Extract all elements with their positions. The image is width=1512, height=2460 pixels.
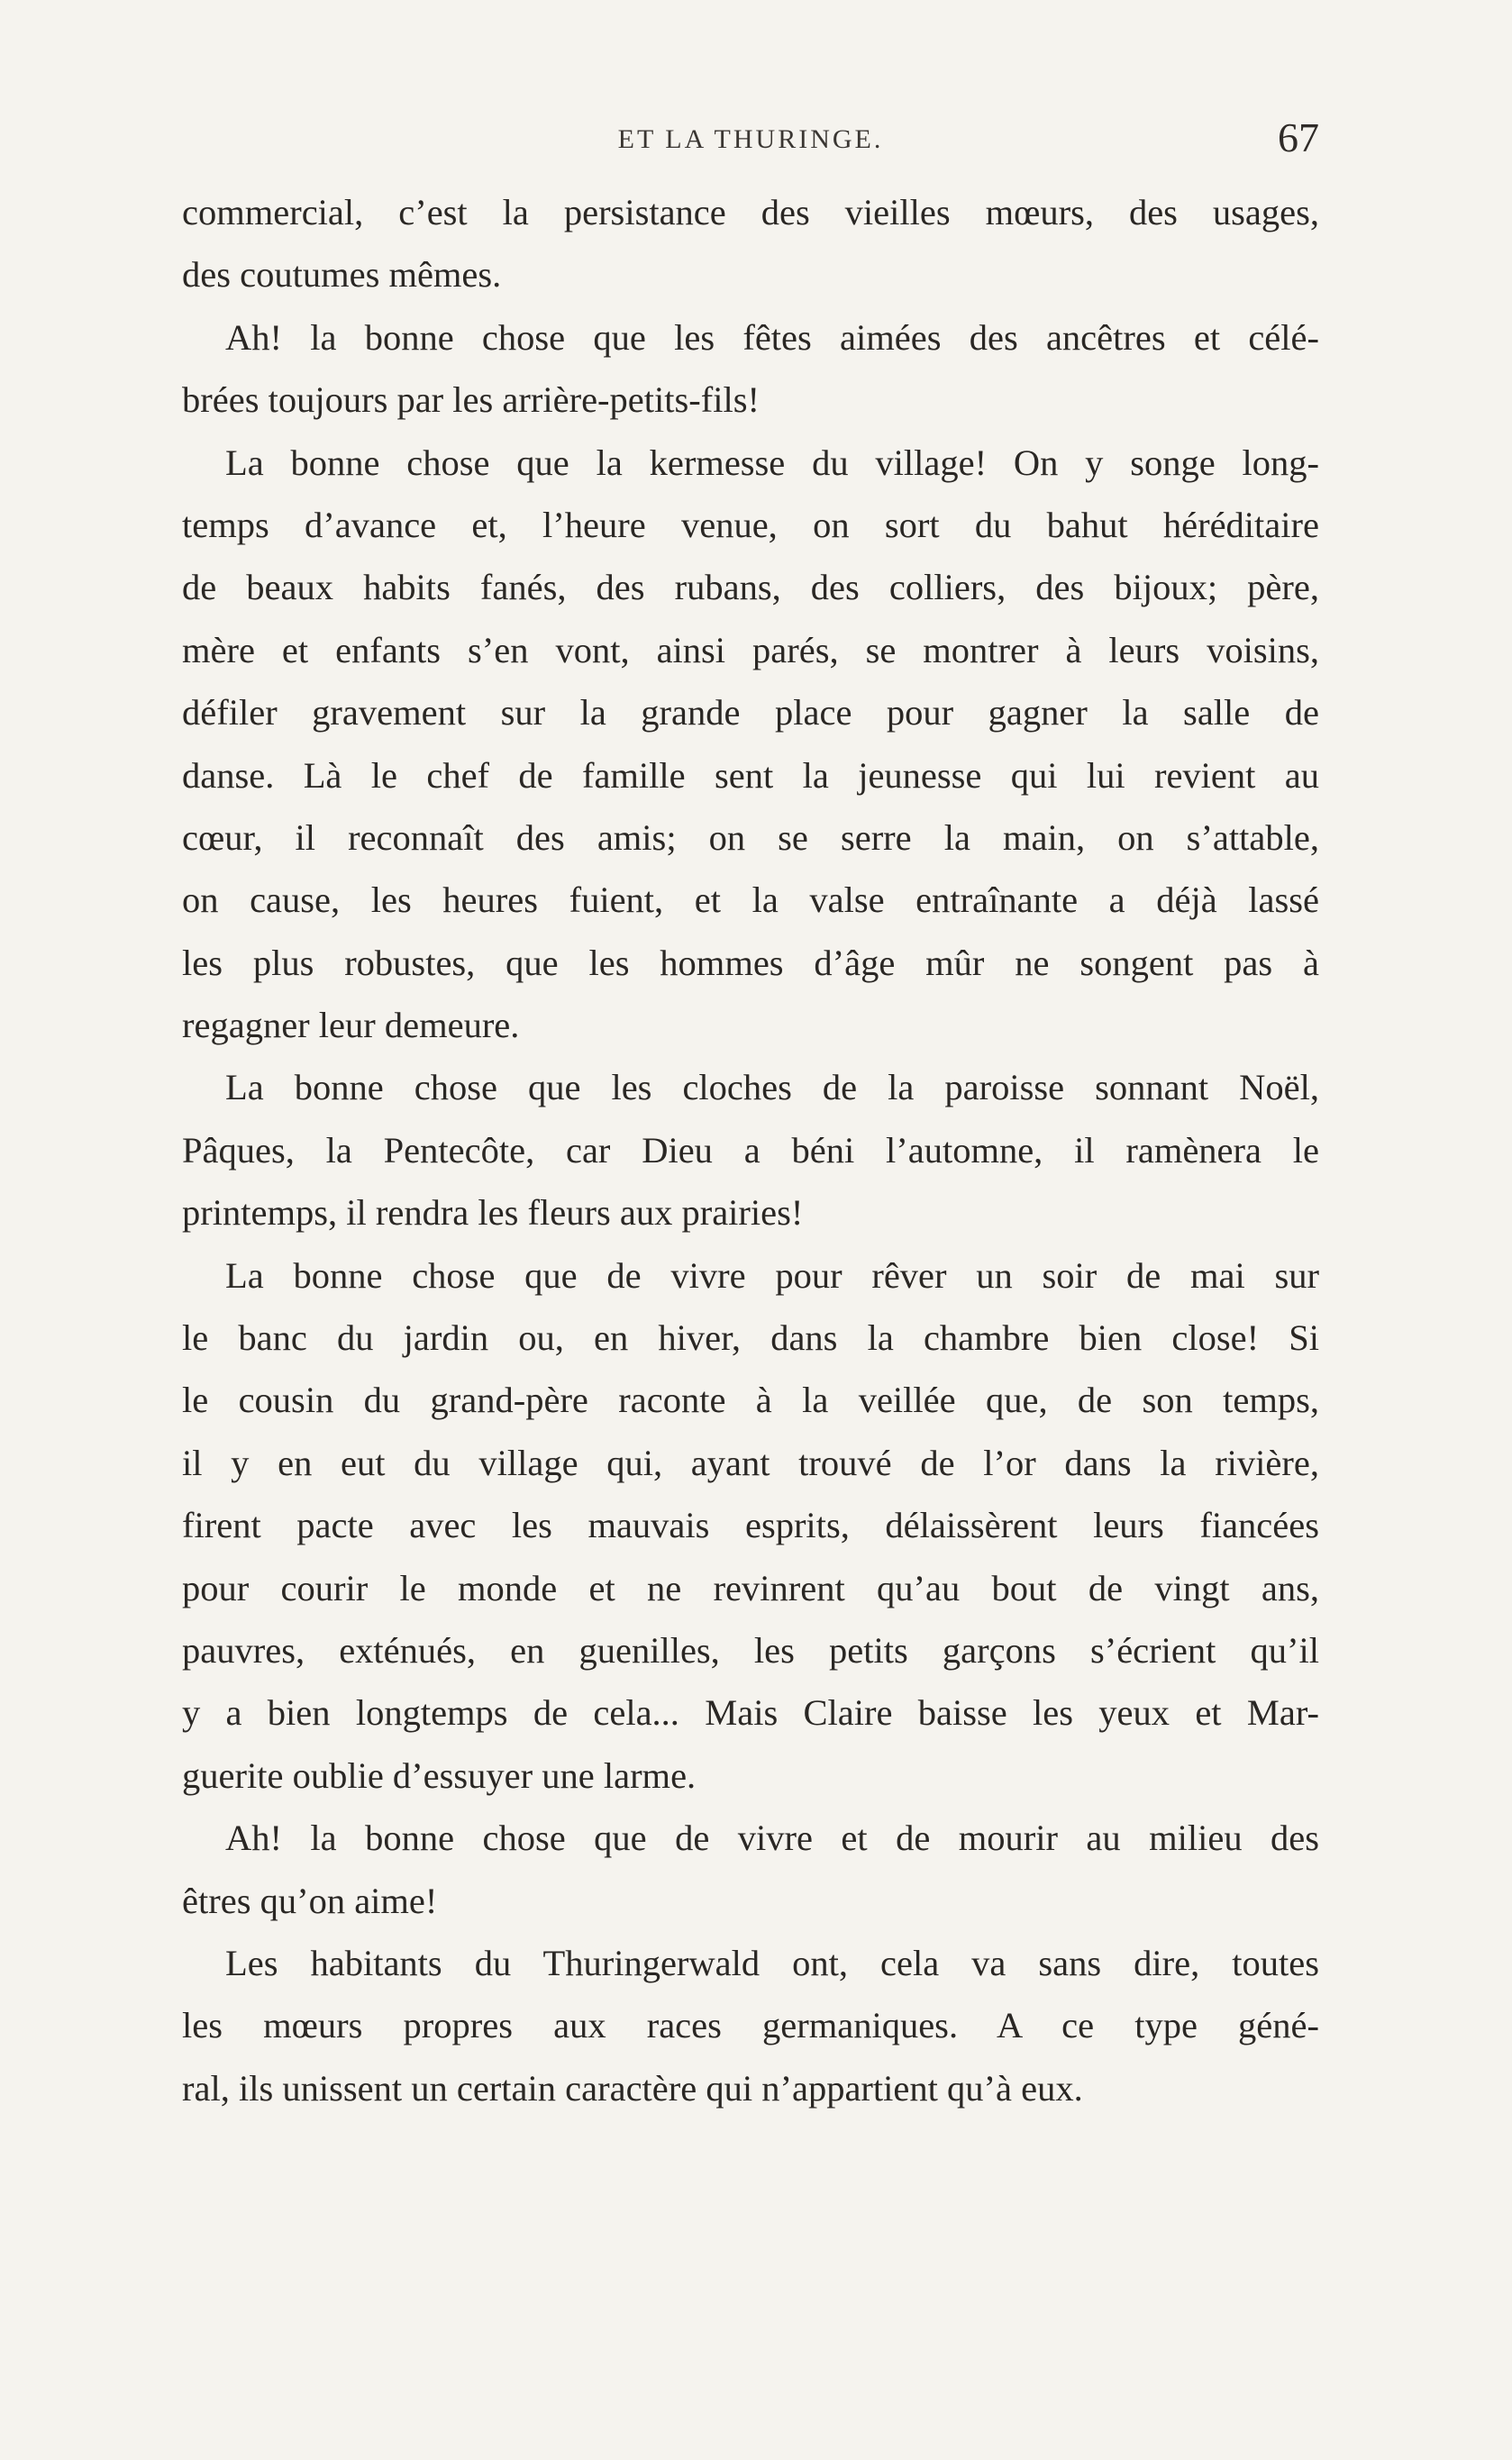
text-line: les plus robustes, que les hommes d’âge mûr ne songent pas à bbox=[182, 942, 1319, 983]
running-head bbox=[182, 115, 1319, 162]
text-line: temps d’avance et, l’heure venue, on sort du bahut héréditaire bbox=[182, 504, 1319, 545]
text-line: pour courir le monde et ne revinrent qu’au bout de vingt ans, bbox=[182, 1567, 1319, 1608]
text-line: on cause, les heures fuient, et la valse entraînante a déjà lassé bbox=[182, 879, 1319, 921]
text-line: cœur, il reconnaît des amis; on se serre la main, on s’attable, bbox=[182, 816, 1319, 858]
text-line: êtres qu’on aime! bbox=[182, 1880, 438, 1921]
text-line: Ah! la bonne chose que les fêtes aimées des ancêtres et célé- bbox=[225, 316, 1319, 358]
text-line: Les habitants du Thuringerwald ont, cela va sans dire, toutes bbox=[225, 1942, 1319, 1983]
text-line: printemps, il rendra les fleurs aux prairies! bbox=[182, 1192, 804, 1234]
text-line: mère et enfants s’en vont, ainsi parés, se montrer à leurs voisins, bbox=[182, 629, 1319, 670]
text-line: y a bien longtemps de cela... Mais Claire baisse les yeux et Mar- bbox=[182, 1692, 1319, 1734]
text-line: La bonne chose que de vivre pour rêver un soir de mai sur bbox=[225, 1254, 1319, 1296]
body-text bbox=[182, 181, 1319, 2119]
text-line: La bonne chose que les cloches de la paroisse sonnant Noël, bbox=[225, 1067, 1319, 1108]
text-line: danse. Là le chef de famille sent la jeunesse qui lui revient au bbox=[182, 754, 1319, 796]
text-line: de beaux habits fanés, des rubans, des colliers, des bijoux; père, bbox=[182, 567, 1319, 608]
running-title: ET LA THURINGE. bbox=[617, 124, 884, 154]
page-number: 67 bbox=[1278, 114, 1319, 160]
text-line: défiler gravement sur la grande place pour gagner la salle de bbox=[182, 692, 1319, 733]
text-line: guerite oublie d’essuyer une larme. bbox=[182, 1754, 697, 1796]
text-line: firent pacte avec les mauvais esprits, délaissèrent leurs fiancées bbox=[182, 1505, 1319, 1546]
text-line: ral, ils unissent un certain caractère qui n’appartient qu’à eux. bbox=[182, 2067, 1083, 2109]
text-line: le banc du jardin ou, en hiver, dans la chambre bien close! Si bbox=[182, 1317, 1319, 1359]
text-line: La bonne chose que la kermesse du village! On y songe long- bbox=[225, 442, 1319, 483]
text-line: Pâques, la Pentecôte, car Dieu a béni l’automne, il ramènera le bbox=[182, 1129, 1319, 1171]
text-line: brées toujours par les arrière-petits-fils! bbox=[182, 379, 760, 421]
text-line: regagner leur demeure. bbox=[182, 1005, 520, 1046]
text-line: Ah! la bonne chose que de vivre et de mourir au milieu des bbox=[225, 1818, 1319, 1859]
text-line: pauvres, exténués, en guenilles, les petits garçons s’écrient qu’il bbox=[182, 1629, 1319, 1671]
text-line: commercial, c’est la persistance des vieilles mœurs, des usages, bbox=[182, 192, 1319, 232]
text-line: les mœurs propres aux races germaniques. A ce type géné- bbox=[182, 2005, 1319, 2046]
text-line: le cousin du grand-père raconte à la veillée que, de son temps, bbox=[182, 1380, 1319, 1421]
text-line: il y en eut du village qui, ayant trouvé de l’or dans la rivière, bbox=[182, 1442, 1319, 1483]
text-line: des coutumes mêmes. bbox=[182, 254, 502, 296]
